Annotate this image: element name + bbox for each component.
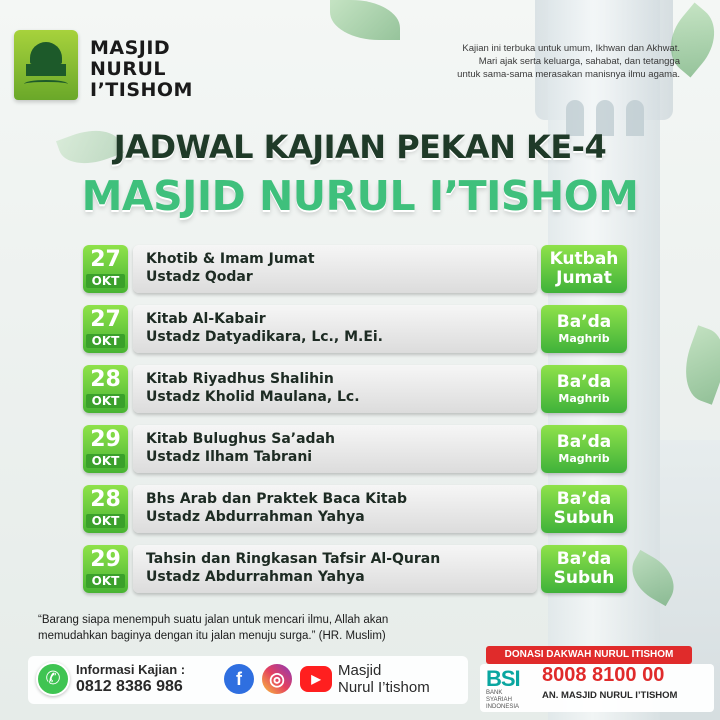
quote-line-2: memudahkan baginya dengan itu jalan menuju surga.” (HR. Muslim) — [38, 630, 386, 642]
session-time-line-2: Subuh — [553, 508, 615, 528]
session-speaker: Ustadz Qodar — [146, 269, 253, 285]
date-month: OKT — [86, 574, 125, 588]
account-name: AN. MASJID NURUL I’TISHOM — [542, 690, 678, 701]
page-subtitle: MASJID NURUL I’TISHOM — [81, 172, 639, 220]
invitation-line-1: Kajian ini terbuka untuk umum, Ikhwan dan Akhwat. — [462, 43, 680, 54]
session-time-line-1: Ba’da — [556, 489, 612, 509]
session-speaker: Ustadz Abdurrahman Yahya — [146, 509, 365, 525]
session-topic: Kitab Bulughus Sa’adah — [146, 431, 335, 447]
contact-label: Informasi Kajian : — [76, 662, 186, 677]
session-topic: Kitab Riyadhus Shalihin — [146, 371, 334, 387]
session-time — [541, 365, 627, 413]
mosque-logo-icon — [14, 30, 78, 100]
date-month: OKT — [86, 394, 125, 408]
invitation-text — [390, 42, 680, 81]
session-time-line-2: Maghrib — [558, 331, 610, 345]
session-time-line-1: Ba’da — [556, 311, 612, 332]
account-number[interactable]: 8008 8100 00 — [542, 664, 665, 686]
session-speaker: Ustadz Abdurrahman Yahya — [146, 569, 365, 585]
instagram-icon[interactable]: ◎ — [262, 664, 292, 694]
session-time-line-1: Kutbah — [549, 249, 619, 269]
social-name-line-2: Nurul I’tishom — [338, 679, 430, 696]
date-day: 29 — [90, 427, 121, 452]
session-info — [133, 485, 537, 533]
date-badge — [83, 545, 128, 593]
social-account-name — [338, 662, 430, 696]
session-time — [541, 545, 627, 593]
date-badge — [83, 365, 128, 413]
date-day: 29 — [90, 547, 121, 572]
session-time — [541, 305, 627, 353]
session-info — [133, 245, 537, 293]
schedule-list — [83, 245, 630, 605]
brand-name — [90, 38, 193, 101]
hadith-quote — [38, 612, 508, 644]
session-topic: Khotib & Imam Jumat — [146, 251, 315, 267]
session-topic: Kitab Al-Kabair — [146, 311, 266, 327]
schedule-row — [83, 485, 630, 533]
date-badge — [83, 485, 128, 533]
session-time-line-1: Ba’da — [556, 549, 612, 569]
date-badge — [83, 425, 128, 473]
schedule-row — [83, 425, 630, 473]
date-day: 27 — [90, 307, 121, 332]
schedule-row — [83, 545, 630, 593]
page-title: JADWAL KAJIAN PEKAN KE-4 — [113, 128, 607, 166]
brand-line-2: NURUL — [90, 58, 166, 80]
session-time — [541, 425, 627, 473]
donation-header: DONASI DAKWAH NURUL ITISHOM — [486, 646, 692, 664]
brand-line-1: MASJID — [90, 37, 171, 59]
invitation-line-2: Mari ajak serta keluarga, sahabat, dan tetangga — [478, 56, 680, 67]
session-speaker: Ustadz Datyadikara, Lc., M.Ei. — [146, 329, 384, 345]
schedule-row — [83, 305, 630, 353]
session-time-line-1: Ba’da — [556, 431, 612, 452]
social-name-line-1: Masjid — [338, 662, 382, 679]
whatsapp-icon[interactable]: ✆ — [36, 662, 70, 696]
session-time-line-2: Maghrib — [558, 451, 610, 465]
date-badge — [83, 245, 128, 293]
youtube-icon[interactable]: ▶ — [300, 666, 332, 692]
session-topic: Tahsin dan Ringkasan Tafsir Al-Quran — [146, 551, 441, 567]
brand-line-3: I’TISHOM — [90, 79, 193, 101]
session-info — [133, 305, 537, 353]
facebook-icon[interactable]: f — [224, 664, 254, 694]
session-speaker: Ustadz Ilham Tabrani — [146, 449, 313, 465]
date-month: OKT — [86, 274, 125, 288]
session-info — [133, 545, 537, 593]
session-time — [541, 245, 627, 293]
session-info — [133, 365, 537, 413]
date-month: OKT — [86, 334, 125, 348]
bsi-subtitle: BANK SYARIAH INDONESIA — [486, 690, 520, 710]
session-time-line-2: Maghrib — [558, 391, 610, 405]
schedule-row — [83, 245, 630, 293]
contact-number[interactable]: 0812 8386 986 — [76, 678, 183, 695]
session-info — [133, 425, 537, 473]
invitation-line-3: untuk sama-sama merasakan manisnya ilmu agama. — [457, 69, 680, 80]
session-time-line-2: Subuh — [553, 568, 615, 588]
date-badge — [83, 305, 128, 353]
date-month: OKT — [86, 514, 125, 528]
session-speaker: Ustadz Kholid Maulana, Lc. — [146, 389, 360, 405]
date-day: 28 — [90, 367, 121, 392]
quote-line-1: “Barang siapa menempuh suatu jalan untuk mencari ilmu, Allah akan — [38, 614, 389, 626]
date-day: 27 — [90, 247, 121, 272]
session-time — [541, 485, 627, 533]
session-time-line-2: Jumat — [556, 268, 612, 288]
date-day: 28 — [90, 487, 121, 512]
session-time-line-1: Ba’da — [556, 371, 612, 392]
date-month: OKT — [86, 454, 125, 468]
bsi-logo: BSI — [486, 666, 520, 691]
session-topic: Bhs Arab dan Praktek Baca Kitab — [146, 491, 408, 507]
schedule-row — [83, 365, 630, 413]
